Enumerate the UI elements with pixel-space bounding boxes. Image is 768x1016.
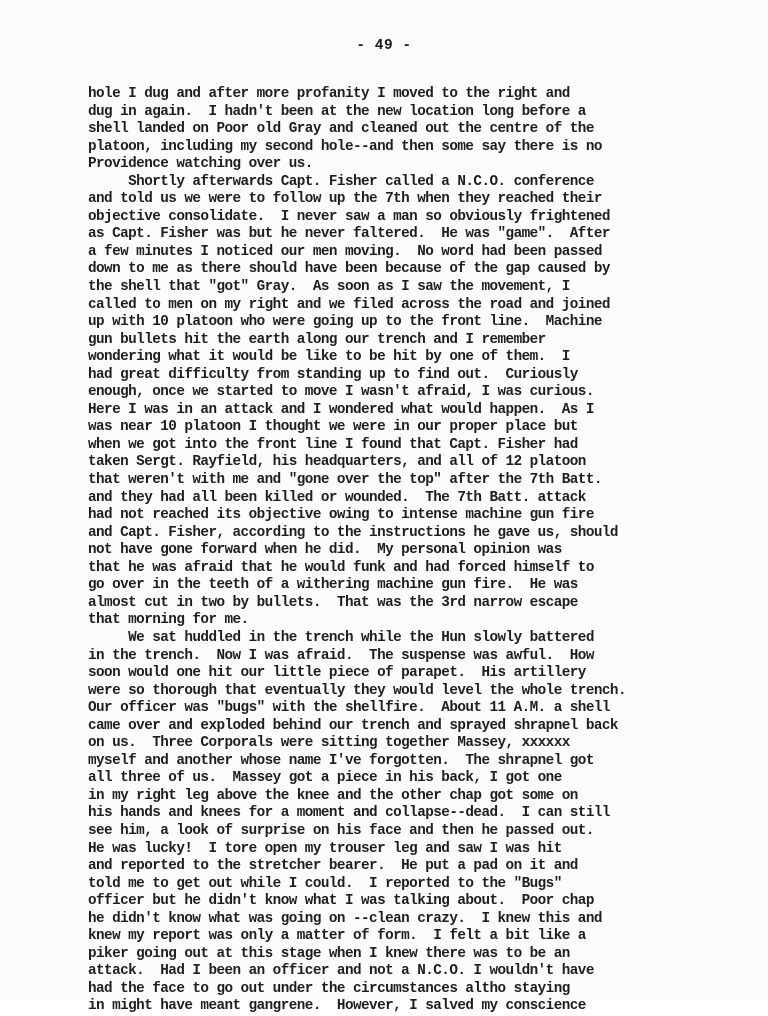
text-line: that weren't with me and "gone over the top" after the 7th Batt. (88, 472, 602, 489)
text-line: up with 10 platoon who were going up to the front line. Machine (88, 314, 602, 331)
text-line: and Capt. Fisher, according to the instructions he gave us, should (88, 524, 618, 541)
text-line: was near 10 platoon I thought we were in our proper place but (88, 419, 578, 436)
text-line: his hands and knees for a moment and collapse--dead. I can still (88, 805, 610, 822)
page-number: - 49 - (356, 38, 412, 54)
text-line: see him, a look of surprise on his face and then he passed out. (88, 822, 594, 839)
text-line: attack. Had I been an officer and not a N.C.O. I wouldn't have (88, 963, 594, 980)
text-line: We sat huddled in the trench while the Hun slowly battered (88, 629, 594, 646)
text-line: in my right leg above the knee and the other chap got some on (88, 787, 578, 804)
text-line: that morning for me. (88, 612, 249, 629)
body-text (88, 86, 738, 1016)
text-line: dug in again. I hadn't been at the new location long before a (88, 103, 586, 120)
text-line: and reported to the stretcher bearer. He put a pad on it and (88, 858, 578, 875)
text-line: almost cut in two by bullets. That was the 3rd narrow escape (88, 594, 578, 611)
text-line: hole I dug and after more profanity I moved to the right and (88, 86, 570, 102)
text-line: go over in the teeth of a withering machine gun fire. He was (88, 577, 578, 594)
text-line: he didn't know what was going on --clean crazy. I knew this and (88, 910, 602, 927)
text-line: on us. Three Corporals were sitting together Massey, xxxxxx (88, 735, 570, 752)
text-line: platoon, including my second hole--and then some say there is no (88, 138, 602, 155)
text-line: and told us we were to follow up the 7th when they reached their (88, 191, 602, 208)
text-line: taken Sergt. Rayfield, his headquarters, and all of 12 platoon (88, 454, 586, 471)
text-line: that he was afraid that he would funk and had forced himself to (88, 559, 594, 576)
text-line: He was lucky! I tore open my trouser leg and saw I was hit (88, 840, 562, 857)
text-line: told me to get out while I could. I reported to the "Bugs" (88, 875, 562, 892)
text-line: had great difficulty from standing up to find out. Curiously (88, 366, 578, 383)
text-line: Our officer was "bugs" with the shellfire. About 11 A.M. a shell (88, 700, 610, 717)
text-line: soon would one hit our little piece of parapet. His artillery (88, 665, 586, 682)
text-line: gun bullets hit the earth along our trench and I remember (88, 331, 546, 348)
text-line: down to me as there should have been because of the gap caused by (88, 261, 610, 278)
text-line: in might have meant gangrene. However, I salved my conscience (88, 998, 586, 1015)
text-line: Here I was in an attack and I wondered what would happen. As I (88, 401, 594, 418)
text-line: a few minutes I noticed our men moving. No word had been passed (88, 243, 602, 260)
text-line: had not reached its objective owing to intense machine gun fire (88, 507, 594, 524)
text-line: officer but he didn't know what I was talking about. Poor chap (88, 893, 594, 910)
text-line: knew my report was only a matter of form. I felt a bit like a (88, 928, 586, 945)
text-line: Providence watching over us. (88, 156, 313, 173)
text-line: called to men on my right and we filed across the road and joined (88, 296, 610, 313)
text-line: were so thorough that eventually they would level the whole trench. (88, 682, 626, 699)
text-line: in the trench. Now I was afraid. The suspense was awful. How (88, 647, 594, 664)
text-line: when we got into the front line I found that Capt. Fisher had (88, 436, 578, 453)
text-line: piker going out at this stage when I knew there was to be an (88, 945, 570, 962)
text-line: and they had all been killed or wounded. The 7th Batt. attack (88, 489, 586, 506)
text-line: wondering what it would be like to be hit by one of them. I (88, 349, 570, 366)
text-line: shell landed on Poor old Gray and cleaned out the centre of the (88, 121, 594, 138)
text-line: enough, once we started to move I wasn't afraid, I was curious. (88, 384, 594, 401)
text-line: all three of us. Massey got a piece in his back, I got one (88, 770, 562, 787)
text-line: myself and another whose name I've forgotten. The shrapnel got (88, 752, 594, 769)
text-line: Shortly afterwards Capt. Fisher called a N.C.O. conference (88, 173, 594, 190)
text-line: the shell that "got" Gray. As soon as I saw the movement, I (88, 279, 570, 296)
text-line: came over and exploded behind our trench and sprayed shrapnel back (88, 717, 618, 734)
text-line: objective consolidate. I never saw a man so obviously frightened (88, 208, 610, 225)
text-line: had the face to go out under the circumstances altho staying (88, 980, 570, 997)
text-line: as Capt. Fisher was but he never faltered. He was "game". After (88, 226, 610, 243)
text-line: not have gone forward when he did. My personal opinion was (88, 542, 562, 559)
